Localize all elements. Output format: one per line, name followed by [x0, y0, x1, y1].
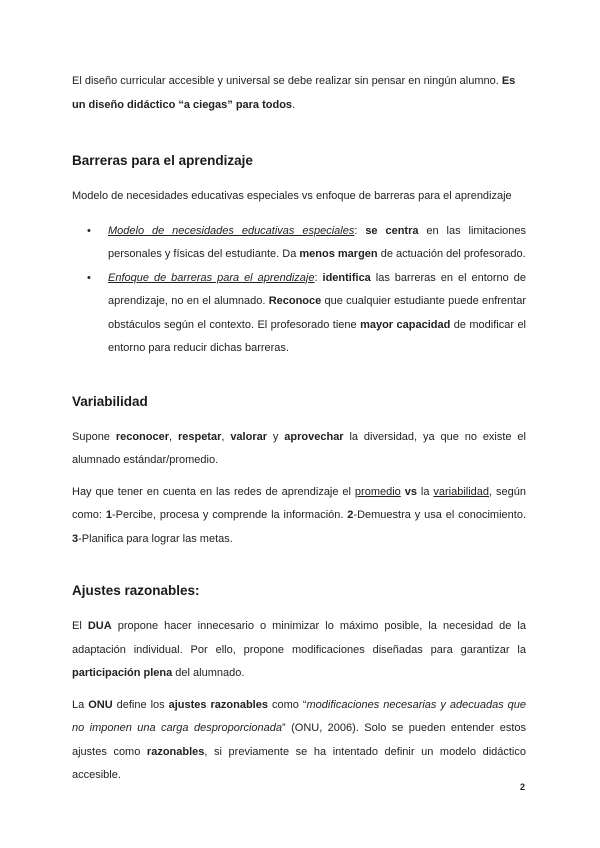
variabilidad-paragraph-1: Supone reconocer, respetar, valorar y aprovechar la diversidad, ya que no existe el alumnado estándar/promedio. [72, 430, 526, 466]
list-item: • Enfoque de barreras para el aprendizaje: identifica las barreras en el entorno de aprendizaje, no en el alumnado. Reconoce que cualquier estudiante puede enfrentar obstáculos según el contexto. El profesorado tiene mayor capacidad de modificar el entorno para reducir dichas barreras. [72, 267, 526, 361]
heading-barreras: Barreras para el aprendizaje [72, 153, 253, 168]
heading-variabilidad: Variabilidad [72, 393, 148, 409]
intro-paragraph: El diseño curricular accesible y universal se debe realizar sin pensar en ningún alumno. Es un diseño didáctico “a ciegas” para todos. [72, 75, 516, 111]
ajustes-paragraph-2: La ONU define los ajustes razonables como “modificaciones necesarias y adecuadas que no imponen una carga desproporcionada” (ONU, 2006). Solo se pueden entender estos ajustes como razonables, si previamente se ha intentado definir un modelo didáctico accesible. [72, 698, 527, 781]
heading-ajustes: Ajustes razonables: [72, 583, 200, 598]
variabilidad-paragraph-2: Hay que tener en cuenta en las redes de aprendizaje el promedio vs la variabilidad, según como: 1-Percibe, procesa y comprende la información. 2-Demuestra y usa el conocimiento. 3-Planifica para lograr las metas. [72, 485, 526, 545]
page-number: 2 [520, 782, 526, 792]
document-page [72, 66, 526, 788]
list-item: • Modelo de necesidades educativas especiales: se centra en las limitaciones personales y físicas del estudiante. Da menos margen de actuación del profesorado. [72, 220, 526, 267]
barreras-list [72, 220, 526, 361]
barreras-subtitle: Modelo de necesidades educativas especiales vs enfoque de barreras para el aprendizaje [72, 190, 512, 202]
ajustes-paragraph-1: El DUA propone hacer innecesario o minimizar lo máximo posible, la necesidad de la adaptación individual. Por ello, propone modificaciones diseñadas para garantizar la participación plena del alumnado. [72, 620, 526, 679]
